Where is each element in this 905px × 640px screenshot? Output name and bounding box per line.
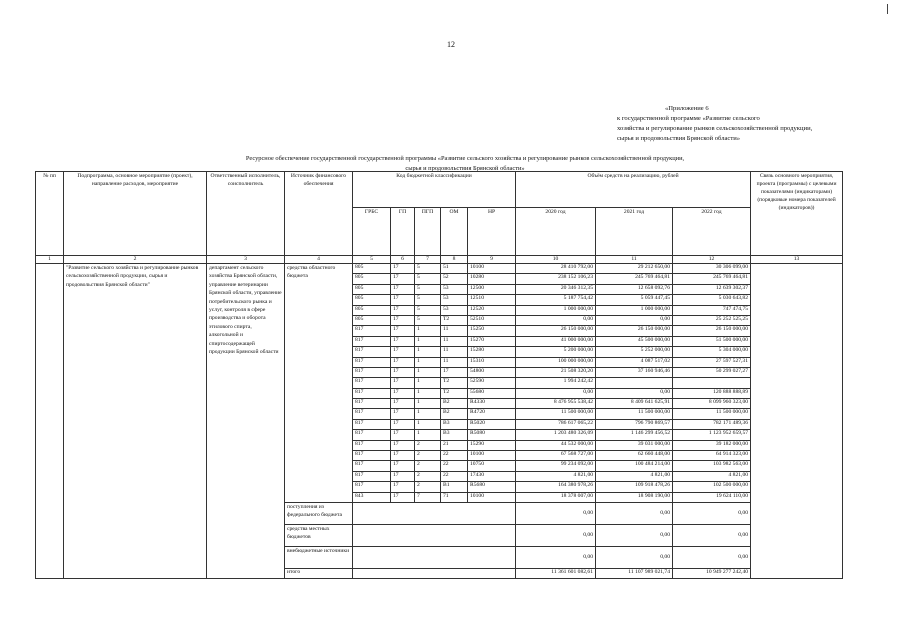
gp-cell: 17 (391, 430, 415, 440)
value-2020: 1 203 480 326,09 (516, 430, 596, 440)
grbs-cell: 817 (353, 419, 391, 429)
appendix-line: хозяйства и регулирование рынков сельскохозяйственной продукции, (617, 125, 813, 132)
pgp-cell: 5 (415, 264, 441, 274)
empty-code (353, 502, 516, 524)
value-2020: 0,00 (516, 502, 596, 524)
grbs-cell: 805 (353, 274, 391, 284)
title-line: Ресурсное обеспечение государственной государственной программы «Развитие сельского хозяйства и регулирование рынков сельскохозяйственной продукции, (245, 155, 685, 162)
grbs-cell: 805 (353, 284, 391, 294)
value-2020: 0,00 (516, 524, 596, 546)
pgp-cell: 1 (415, 409, 441, 419)
pgp-cell: 2 (415, 451, 441, 461)
total-2020: 11 361 601 082,61 (516, 568, 596, 578)
value-2021: 11 500 000,00 (596, 409, 673, 419)
page-number: 12 (447, 40, 455, 49)
pgp-cell: 1 (415, 378, 441, 388)
source-label: средства местных бюджетов (285, 524, 353, 546)
value-2020: 1 000 000,00 (516, 305, 596, 315)
pgp-cell: 1 (415, 367, 441, 377)
value-2022: 12 639 302,37 (673, 284, 751, 294)
value-2020: 41 000 000,00 (516, 336, 596, 346)
pgp-cell: 5 (415, 284, 441, 294)
gp-cell: 17 (391, 388, 415, 398)
nr-cell: 15310 (468, 357, 516, 367)
value-2020: 44 532 000,00 (516, 440, 596, 450)
value-2021 (596, 378, 673, 388)
value-2022: 782 171 489,36 (673, 419, 751, 429)
grbs-cell: 805 (353, 295, 391, 305)
grbs-cell: 817 (353, 336, 391, 346)
value-2022 (673, 378, 751, 388)
value-2021: 0,00 (596, 315, 673, 325)
value-2020: 8 476 955 538,42 (516, 399, 596, 409)
nr-cell: 17430 (468, 471, 516, 481)
value-2022: 64 914 323,00 (673, 451, 751, 461)
value-2022: 0,00 (673, 546, 751, 568)
om-cell: 53 (441, 284, 468, 294)
pgp-cell: 1 (415, 326, 441, 336)
nr-cell: R5080 (468, 430, 516, 440)
value-2020: 21 508 320,20 (516, 367, 596, 377)
pgp-cell: 1 (415, 388, 441, 398)
nr-cell: 12520 (468, 305, 516, 315)
value-2020: 100 000 000,00 (516, 357, 596, 367)
grbs-cell: 805 (353, 315, 391, 325)
value-2021: 5 059 447,45 (596, 295, 673, 305)
value-2020: 5 187 754,42 (516, 295, 596, 305)
header-grbs: ГРБС (353, 208, 391, 256)
pgp-cell: 1 (415, 357, 441, 367)
pgp-cell: 2 (415, 440, 441, 450)
resource-table (35, 171, 843, 579)
value-2021: 0,00 (596, 388, 673, 398)
om-cell: В1 (441, 482, 468, 492)
value-2022: 27 597 527,31 (673, 357, 751, 367)
grbs-cell: 805 (353, 264, 391, 274)
header-pgp: ПГП (415, 208, 441, 256)
om-cell: 11 (441, 357, 468, 367)
column-number: 4 (285, 256, 353, 264)
om-cell: 52 (441, 274, 468, 284)
om-cell: В2 (441, 409, 468, 419)
value-2020: 0,00 (516, 388, 596, 398)
nr-cell: R5020 (468, 419, 516, 429)
om-cell: 22 (441, 471, 468, 481)
column-number: 7 (415, 256, 441, 264)
gp-cell: 17 (391, 274, 415, 284)
value-2022: 26 150 000,00 (673, 326, 751, 336)
header-responsible: Ответственный исполнитель, соисполнитель (207, 172, 285, 256)
pgp-cell: 7 (415, 492, 441, 502)
value-2021: 1 000 000,00 (596, 305, 673, 315)
value-2021: 37 160 946,46 (596, 367, 673, 377)
nr-cell: 10750 (468, 461, 516, 471)
grbs-cell: 817 (353, 471, 391, 481)
total-2021: 11 107 989 021,74 (596, 568, 673, 578)
value-2021: 39 031 000,00 (596, 440, 673, 450)
gp-cell: 17 (391, 409, 415, 419)
appendix-line: к государственной программе «Развитие сельского (617, 115, 760, 122)
value-2020: 11 500 000,00 (516, 409, 596, 419)
grbs-cell: 817 (353, 357, 391, 367)
value-2020: 28 410 792,00 (516, 264, 596, 274)
column-number: 12 (673, 256, 751, 264)
empty-code (353, 568, 516, 578)
responsible-executor: департамент сельского хозяйства Брянской области, управление ветеринарии Брянской области, управление потребительского рынка и услуг, контроля в сфере производства и оборота этилового спирта, алкогольной и спиртосодержащей продукции Брянской области (207, 264, 285, 579)
column-number: 5 (353, 256, 391, 264)
om-cell: 51 (441, 264, 468, 274)
total-2022: 10 949 277 242,40 (673, 568, 751, 578)
om-cell: 11 (441, 347, 468, 357)
gp-cell: 17 (391, 451, 415, 461)
value-2022: 103 982 563,00 (673, 461, 751, 471)
value-2020: 99 234 092,00 (516, 461, 596, 471)
value-2021: 245 769 464,81 (596, 274, 673, 284)
gp-cell: 17 (391, 295, 415, 305)
value-2022: 4 821,00 (673, 471, 751, 481)
nr-cell: 54800 (468, 367, 516, 377)
nr-cell: 10100 (468, 451, 516, 461)
source-label: внебюджетные источники (285, 546, 353, 568)
om-cell: 53 (441, 295, 468, 305)
pgp-cell: 1 (415, 419, 441, 429)
nr-cell: R5680 (468, 482, 516, 492)
gp-cell: 17 (391, 492, 415, 502)
grbs-cell: 817 (353, 430, 391, 440)
value-2020: 20 346 312,35 (516, 284, 596, 294)
source-regional-budget: средства областного бюджета (285, 264, 353, 503)
header-om: ОМ (441, 208, 468, 256)
gp-cell: 17 (391, 326, 415, 336)
grbs-cell: 805 (353, 305, 391, 315)
header-2022: 2022 год (673, 208, 751, 256)
cell-num (36, 264, 64, 579)
value-2020: 238 152 106,23 (516, 274, 596, 284)
gp-cell: 17 (391, 471, 415, 481)
empty-code (353, 546, 516, 568)
gp-cell: 17 (391, 336, 415, 346)
value-2022: 5 304 000,00 (673, 347, 751, 357)
gp-cell: 17 (391, 284, 415, 294)
value-2022: 39 182 000,00 (673, 440, 751, 450)
value-2021: 5 252 000,00 (596, 347, 673, 357)
title-line: сырья и продовольствия Брянской области» (405, 165, 525, 172)
nr-cell: 12500 (468, 284, 516, 294)
empty-code (353, 524, 516, 546)
value-2021: 1 146 299 456,52 (596, 430, 673, 440)
grbs-cell: 817 (353, 399, 391, 409)
total-label: итого (285, 568, 353, 578)
value-2020: 18 378 007,00 (516, 492, 596, 502)
nr-cell: 15250 (468, 326, 516, 336)
value-2021: 0,00 (596, 502, 673, 524)
header-nr: НР (468, 208, 516, 256)
nr-cell: R4720 (468, 409, 516, 419)
value-2022: 747 474,75 (673, 305, 751, 315)
nr-cell: 55680 (468, 388, 516, 398)
value-2020: 4 821,00 (516, 471, 596, 481)
om-cell: 21 (441, 440, 468, 450)
value-2020: 1 994 242,42 (516, 378, 596, 388)
value-2022: 25 252 525,25 (673, 315, 751, 325)
value-2021: 4 821,00 (596, 471, 673, 481)
om-cell: 22 (441, 461, 468, 471)
grbs-cell: 817 (353, 388, 391, 398)
value-2020: 0,00 (516, 315, 596, 325)
grbs-cell: 817 (353, 378, 391, 388)
pgp-cell: 2 (415, 482, 441, 492)
nr-cell: 10100 (468, 492, 516, 502)
value-2021: 62 660 448,00 (596, 451, 673, 461)
value-2022: 0,00 (673, 524, 751, 546)
header-budget-code: Код бюджетной классификации (353, 172, 516, 208)
value-2021: 100 484 214,00 (596, 461, 673, 471)
nr-cell: 52590 (468, 378, 516, 388)
value-2021: 0,00 (596, 546, 673, 568)
value-2020: 67 568 727,00 (516, 451, 596, 461)
value-2022: 102 500 000,00 (673, 482, 751, 492)
pgp-cell: 5 (415, 274, 441, 284)
nr-cell: 15290 (468, 440, 516, 450)
header-subprogram: Подпрограмма, основное мероприятие (проект), направление расходов, мероприятие (64, 172, 207, 256)
grbs-cell: 817 (353, 409, 391, 419)
nr-cell: R4330 (468, 399, 516, 409)
value-2022: 11 500 000,00 (673, 409, 751, 419)
value-2022: 245 769 464,81 (673, 274, 751, 284)
om-cell: 17 (441, 367, 468, 377)
value-2020: 5 200 000,00 (516, 347, 596, 357)
value-2021: 796 790 869,57 (596, 419, 673, 429)
value-2022: 0,00 (673, 502, 751, 524)
pgp-cell: 5 (415, 305, 441, 315)
value-2022: 120 888 888,89 (673, 388, 751, 398)
header-link: Связь основного мероприятия, проекта (программы) с целевыми показателями (индикаторами) (порядковые номера показателей (индикаторов)) (751, 172, 843, 256)
om-cell: В3 (441, 419, 468, 429)
grbs-cell: 817 (353, 461, 391, 471)
pgp-cell: 5 (415, 315, 441, 325)
header-2021: 2021 год (596, 208, 673, 256)
column-number: 11 (596, 256, 673, 264)
value-2022: 51 500 000,00 (673, 336, 751, 346)
nr-cell: 10280 (468, 274, 516, 284)
header-num: № пп (36, 172, 64, 256)
om-cell: 22 (441, 451, 468, 461)
grbs-cell: 817 (353, 451, 391, 461)
gp-cell: 17 (391, 440, 415, 450)
value-2021: 26 150 000,00 (596, 326, 673, 336)
nr-cell: 15270 (468, 336, 516, 346)
grbs-cell: 817 (353, 482, 391, 492)
nr-cell: 15280 (468, 347, 516, 357)
om-cell: 11 (441, 326, 468, 336)
value-2021: 0,00 (596, 524, 673, 546)
column-number: 10 (516, 256, 596, 264)
gp-cell: 17 (391, 315, 415, 325)
gp-cell: 17 (391, 399, 415, 409)
gp-cell: 17 (391, 367, 415, 377)
column-number: 1 (36, 256, 64, 264)
value-2022: 30 306 099,00 (673, 264, 751, 274)
value-2021: 29 212 650,00 (596, 264, 673, 274)
appendix-line: «Приложение 6 (665, 105, 709, 112)
subprogram-name: "Развитие сельского хозяйства и регулирование рынков сельскохозяйственной продукции, сырья и продовольствия Брянской области" (64, 264, 207, 579)
value-2020: 786 617 065,22 (516, 419, 596, 429)
source-label: поступления из федерального бюджета (285, 502, 353, 524)
nr-cell: 52510 (468, 315, 516, 325)
om-cell: В3 (441, 430, 468, 440)
pgp-cell: 1 (415, 430, 441, 440)
value-2021: 4 087 517,02 (596, 357, 673, 367)
value-2021: 45 500 000,00 (596, 336, 673, 346)
value-2020: 26 150 000,00 (516, 326, 596, 336)
gp-cell: 17 (391, 419, 415, 429)
om-cell: Т2 (441, 388, 468, 398)
value-2022: 5 030 643,82 (673, 295, 751, 305)
value-2021: 109 918 478,26 (596, 482, 673, 492)
om-cell: 11 (441, 336, 468, 346)
value-2020: 0,00 (516, 546, 596, 568)
column-number: 2 (64, 256, 207, 264)
appendix-note (617, 104, 877, 144)
value-2022: 19 624 110,00 (673, 492, 751, 502)
header-volume: Объём средств на реализацию, рублей (516, 172, 751, 208)
grbs-cell: 817 (353, 367, 391, 377)
gp-cell: 17 (391, 347, 415, 357)
om-cell: В2 (441, 399, 468, 409)
value-2020: 164 380 978,26 (516, 482, 596, 492)
grbs-cell: 817 (353, 347, 391, 357)
column-number: 6 (391, 256, 415, 264)
column-number: 8 (441, 256, 468, 264)
column-number: 13 (751, 256, 843, 264)
value-2022: 8 099 960 323,00 (673, 399, 751, 409)
pgp-cell: 2 (415, 461, 441, 471)
grbs-cell: 843 (353, 492, 391, 502)
pgp-cell: 1 (415, 336, 441, 346)
grbs-cell: 817 (353, 326, 391, 336)
value-2021: 8 409 641 625,91 (596, 399, 673, 409)
header-source: Источник финансового обеспечения (285, 172, 353, 256)
column-number: 9 (468, 256, 516, 264)
gp-cell: 17 (391, 482, 415, 492)
appendix-line: сырья и продовольствия Брянской области» (617, 135, 741, 142)
header-2020: 2020 год (516, 208, 596, 256)
pgp-cell: 1 (415, 399, 441, 409)
gp-cell: 17 (391, 378, 415, 388)
nr-cell: 12510 (468, 295, 516, 305)
pgp-cell: 5 (415, 295, 441, 305)
gp-cell: 17 (391, 461, 415, 471)
indicator-link (751, 264, 843, 579)
gp-cell: 17 (391, 305, 415, 315)
value-2022: 1 123 952 659,57 (673, 430, 751, 440)
om-cell: 71 (441, 492, 468, 502)
om-cell: Т2 (441, 378, 468, 388)
header-gp: ГП (391, 208, 415, 256)
page-edge-mark (887, 4, 888, 14)
table-row (36, 264, 843, 274)
nr-cell: 10100 (468, 264, 516, 274)
value-2021: 12 658 092,76 (596, 284, 673, 294)
pgp-cell: 1 (415, 347, 441, 357)
om-cell: Т2 (441, 315, 468, 325)
pgp-cell: 2 (415, 471, 441, 481)
gp-cell: 17 (391, 264, 415, 274)
value-2021: 18 908 190,00 (596, 492, 673, 502)
grbs-cell: 817 (353, 440, 391, 450)
om-cell: 53 (441, 305, 468, 315)
column-number: 3 (207, 256, 285, 264)
value-2022: 50 299 027,27 (673, 367, 751, 377)
gp-cell: 17 (391, 357, 415, 367)
